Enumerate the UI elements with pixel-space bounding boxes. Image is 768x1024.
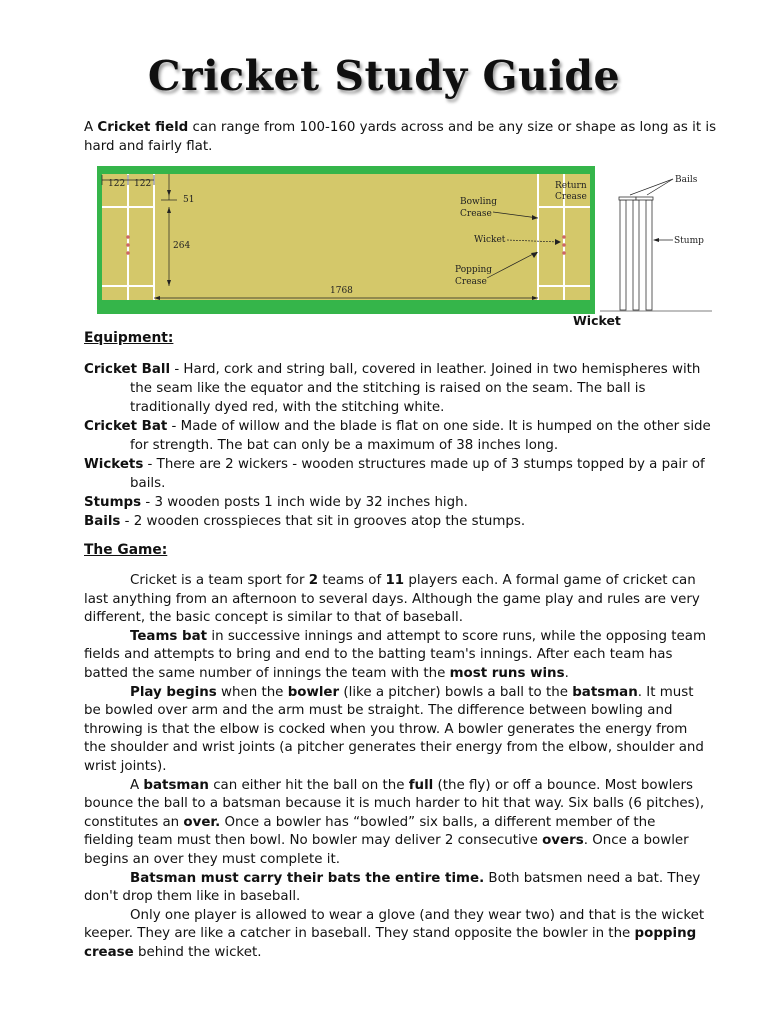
equipment-heading: Equipment: <box>84 330 174 346</box>
game-heading: The Game: <box>84 542 168 558</box>
dim-122-right: 122 <box>134 179 152 189</box>
svg-text:Crease: Crease <box>555 192 587 202</box>
equipment-definitions <box>84 360 714 531</box>
game-paragraph-1: Cricket is a team sport for 2 teams of 11 players each. A formal game of cricket can last anything from an afternoon to several days. Although the game play and rules are very different, the basic concept is similar to that of baseball. <box>84 573 700 626</box>
label-stump: Stump <box>674 236 704 246</box>
dim-1768: 1768 <box>330 286 353 296</box>
label-bails: Bails <box>675 175 698 185</box>
game-section <box>84 572 706 962</box>
def-cricket-ball: Cricket Ball - Hard, cork and string ball, covered in leather. Joined in two hemispheres with the seam like the equator and the stitching is raised on the seam. The ball is traditionally dyed red, with the stitching white. <box>84 362 701 415</box>
game-paragraph-4: A batsman can either hit the ball on the full (the fly) or off a bounce. Most bowlers bounce the ball to a batsman because it is much harder to hit that way. Six balls (6 pitches), constitutes an over. Once a bowler has “bowled” six balls, a different member of the fielding team must then bowl. No bowler may deliver 2 consecutive overs. Once a bowler begins an over they must complete it. <box>84 777 705 867</box>
label-return-crease: Return <box>555 181 587 191</box>
dim-51: 51 <box>183 195 195 205</box>
game-paragraph-5: Batsman must carry their bats the entire time. Both batsmen need a bat. They don't drop them like in baseball. <box>84 870 701 905</box>
def-cricket-bat: Cricket Bat - Made of willow and the blade is flat on one side. It is humped on the other side for strength. The bat can only be a maximum of 38 inches long. <box>84 419 711 453</box>
pitch-surface <box>102 174 590 300</box>
dim-122-left: 122 <box>108 179 126 189</box>
intro-paragraph: A Cricket field can range from 100-160 yards across and be any size or shape as long as it is hard and fairly flat. <box>84 120 717 154</box>
label-wicket: Wicket <box>474 235 506 245</box>
svg-text:Crease: Crease <box>460 209 492 219</box>
right-wicket-stumps <box>562 235 566 255</box>
def-stumps: Stumps - 3 wooden posts 1 inch wide by 32 inches high. <box>84 495 468 510</box>
game-paragraph-3: Play begins when the bowler (like a pitcher) bowls a ball to the batsman. It must be bowled over arm and the arm must be straight. The difference between bowling and throwing is that the elbow is cocked when you throw. A bowler generates the energy from the shoulder and wrist joints (a pitcher generates their energy from the elbow, shoulder and wrist joints). <box>84 684 704 774</box>
cricket-field-diagram <box>97 166 595 314</box>
def-wickets: Wickets - There are 2 wickers - wooden structures made up of 3 stumps topped by a pair of bails. <box>84 457 705 491</box>
label-bowling-crease: Bowling <box>460 197 498 207</box>
wicket-stumps-diagram <box>600 168 712 316</box>
page-title: Cricket Study Guide <box>147 52 621 100</box>
wicket-caption: Wicket <box>573 313 621 328</box>
left-wicket-stumps <box>126 235 130 255</box>
label-popping-crease: Popping <box>455 265 493 275</box>
def-bails: Bails - 2 wooden crosspieces that sit in grooves atop the stumps. <box>84 514 526 529</box>
game-paragraph-2: Teams bat in successive innings and attempt to score runs, while the opposing team fields and attempts to bring and end to the batting team's innings. After each team has batted the same number of innings the team with the most runs wins. <box>84 628 706 681</box>
dim-264: 264 <box>173 241 191 251</box>
game-paragraph-6: Only one player is allowed to wear a glove (and they wear two) and that is the wicket keeper. They are like a catcher in baseball. They stand opposite the bowler in the popping crease behind the wicket. <box>84 907 705 960</box>
svg-text:Crease: Crease <box>455 277 487 287</box>
